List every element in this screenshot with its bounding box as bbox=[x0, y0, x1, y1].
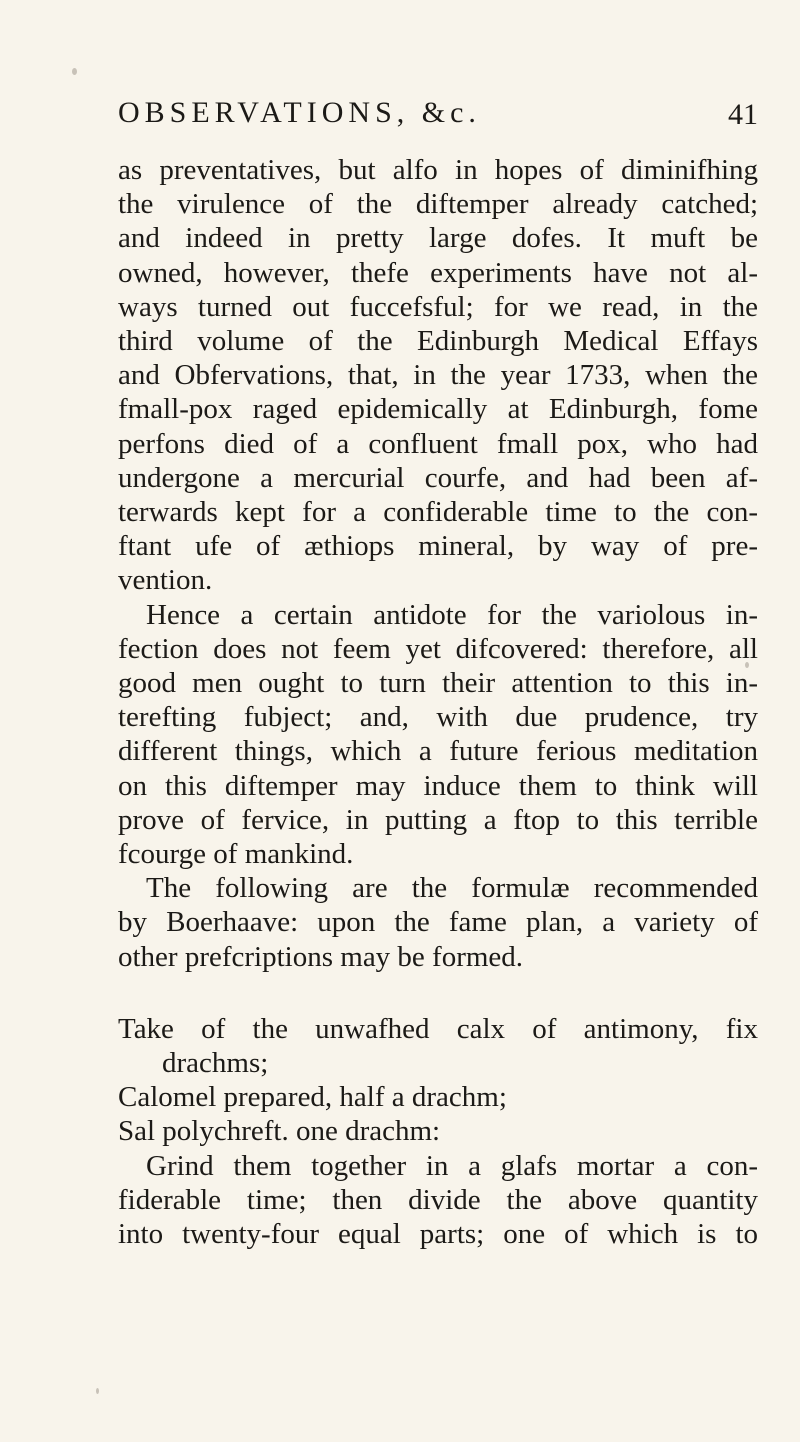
text-line: the virulence of the diftemper already catched; bbox=[118, 188, 758, 221]
text-line: The following are the formulæ recommended bbox=[146, 872, 758, 905]
text-line: terwards kept for a confiderable time to the con- bbox=[118, 496, 758, 529]
running-header bbox=[118, 96, 758, 146]
prescription-line: Take of the unwafhed calx of antimony, fix bbox=[118, 1012, 758, 1045]
text-line: and Obfervations, that, in the year 1733, when the bbox=[118, 359, 758, 392]
paragraph-4 bbox=[118, 1149, 758, 1252]
running-title: OBSERVATIONS, &c. bbox=[118, 96, 481, 129]
text-line: as preventatives, but alfo in hopes of diminifhing bbox=[118, 154, 758, 186]
text-line: prove of fervice, in putting a ftop to this terrible bbox=[118, 803, 758, 836]
text-line: different things, which a future ferious meditation bbox=[118, 735, 758, 768]
text-line: terefting fubject; and, with due prudence, try bbox=[118, 701, 758, 734]
text-line: fmall-pox raged epidemically at Edinburgh, fome bbox=[118, 393, 758, 426]
text-line: and indeed in pretty large dofes. It muft be bbox=[118, 222, 758, 255]
text-line: third volume of the Edinburgh Medical Effays bbox=[118, 325, 758, 358]
text-line: Grind them together in a glafs mortar a con- bbox=[146, 1149, 758, 1182]
text-line: Hence a certain antidote for the variolous in- bbox=[146, 598, 758, 631]
text-line: by Boerhaave: upon the fame plan, a variety of bbox=[118, 906, 758, 939]
page-body bbox=[118, 153, 758, 1251]
text-line: into twenty-four equal parts; one of which is to bbox=[118, 1218, 758, 1251]
text-line: ftant ufe of æthiops mineral, by way of pre- bbox=[118, 530, 758, 563]
text-line: fiderable time; then divide the above quantity bbox=[118, 1183, 758, 1216]
prescription-line: Calomel prepared, half a drachm; bbox=[118, 1081, 507, 1114]
paragraph-2 bbox=[118, 598, 758, 872]
paper-speck bbox=[96, 1388, 99, 1394]
text-line: fcourge of mankind. bbox=[118, 838, 354, 871]
paragraph-3 bbox=[118, 871, 758, 974]
prescription-block bbox=[118, 1012, 758, 1149]
text-line: undergone a mercurial courfe, and had been af- bbox=[118, 461, 758, 494]
text-line: fection does not feem yet difcovered: therefore, all bbox=[118, 632, 758, 665]
text-line: other prefcriptions may be formed. bbox=[118, 940, 524, 973]
text-line: vention. bbox=[118, 564, 213, 597]
paper-speck bbox=[72, 68, 77, 75]
prescription-line: drachms; bbox=[162, 1047, 269, 1080]
text-line: good men ought to turn their attention to this in- bbox=[118, 667, 758, 700]
text-line: ways turned out fuccefsful; for we read, in the bbox=[118, 290, 758, 323]
text-line: perfons died of a confluent fmall pox, who had bbox=[118, 427, 758, 460]
paragraph-1 bbox=[118, 153, 758, 598]
text-line: on this diftemper may induce them to think will bbox=[118, 769, 758, 802]
prescription-line: Sal polychreft. one drachm: bbox=[118, 1115, 441, 1148]
text-line: owned, however, thefe experiments have not al- bbox=[118, 256, 758, 289]
page-number: 41 bbox=[728, 98, 758, 131]
